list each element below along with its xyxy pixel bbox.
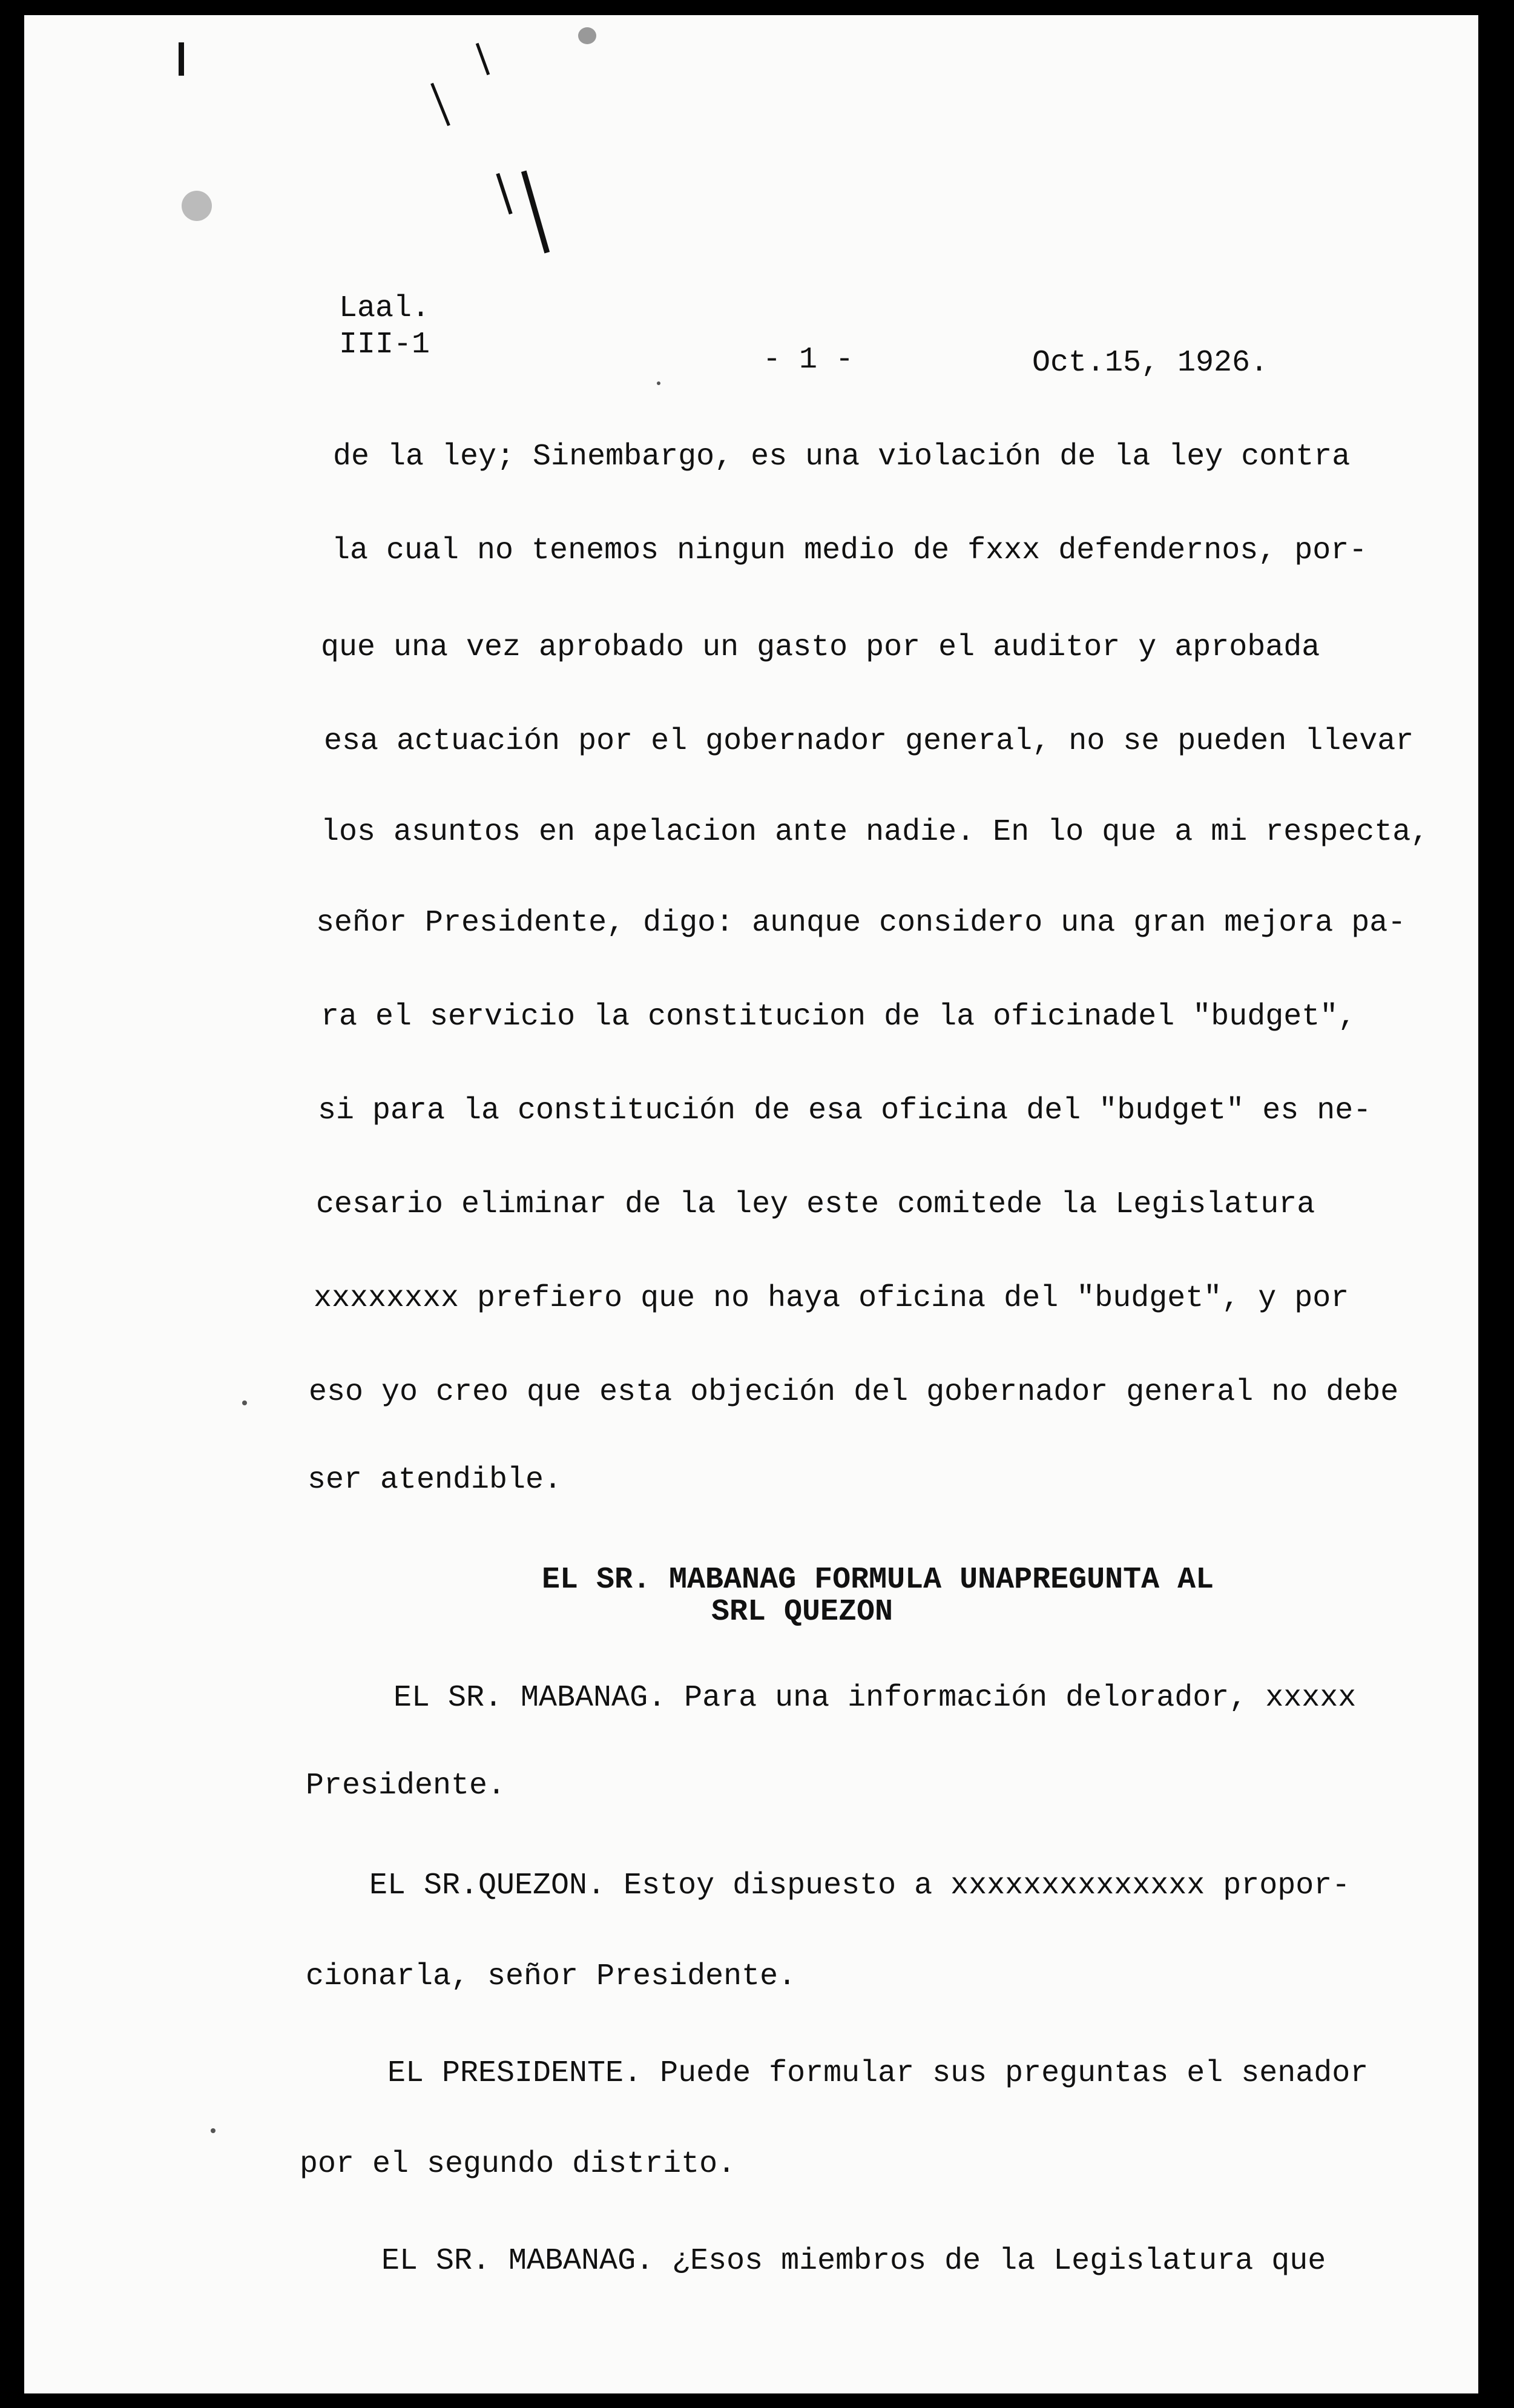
body-line: si para la constitución de esa oficina del "budget" es ne- [318,1093,1372,1128]
page-number: - 1 - [763,343,854,377]
speck [242,1400,247,1405]
body-line: los asuntos en apelacion ante nadie. En lo que a mi respecta, [321,815,1429,849]
body-line: señor Presidente, digo: aunque considero una gran mejora pa- [316,906,1406,940]
dialogue-line: por el segundo distrito. [300,2147,736,2182]
margin-mark [179,42,184,76]
section-heading: EL SR. MABANAG FORMULA UNAPREGUNTA AL [542,1563,1214,1597]
body-line: la cual no tenemos ningun medio de fxxx defendernos, por- [332,533,1368,568]
body-line: de la ley; Sinembargo, es una violación de la ley contra [333,440,1351,474]
speck [211,2128,216,2133]
body-line: xxxxxxxx prefiero que no haya oficina del "budget", y por [314,1281,1349,1316]
dialogue-line: EL SR. MABANAG. Para una información delorador, xxxxx [393,1681,1357,1715]
document-date: Oct.15, 1926. [1032,346,1269,380]
body-line: ra el servicio la constitucion de la oficinadel "budget", [321,1000,1357,1034]
body-line: cesario eliminar de la ley este comitede la Legislatura [316,1187,1315,1222]
reference-code: III-1 [339,328,430,362]
body-line: eso yo creo que esta objeción del gobernador general no debe [309,1375,1399,1410]
section-heading: SRL QUEZON [711,1595,894,1629]
dialogue-line: Presidente. [306,1769,506,1803]
body-line: esa actuación por el gobernador general, no se pueden llevar [324,724,1414,759]
margin-mark [496,173,512,214]
dialogue-line: cionarla, señor Presidente. [306,1959,797,1994]
document-page [24,15,1478,2393]
reference-code: Laal. [339,291,430,326]
margin-mark [430,83,450,126]
dialogue-line: EL SR.QUEZON. Estoy dispuesto a xxxxxxxxxxxxxx propor- [369,1869,1351,1903]
dialogue-line: EL PRESIDENTE. Puede formular sus preguntas el senador [387,2056,1369,2091]
body-line: ser atendible. [308,1463,562,1497]
margin-mark [476,43,490,75]
dialogue-line: EL SR. MABANAG. ¿Esos miembros de la Legislatura que [381,2244,1326,2278]
smudge [182,191,212,221]
body-line: que una vez aprobado un gasto por el auditor y aprobada [321,630,1320,665]
margin-mark [521,170,550,253]
speck [657,381,660,385]
smudge [578,27,596,44]
